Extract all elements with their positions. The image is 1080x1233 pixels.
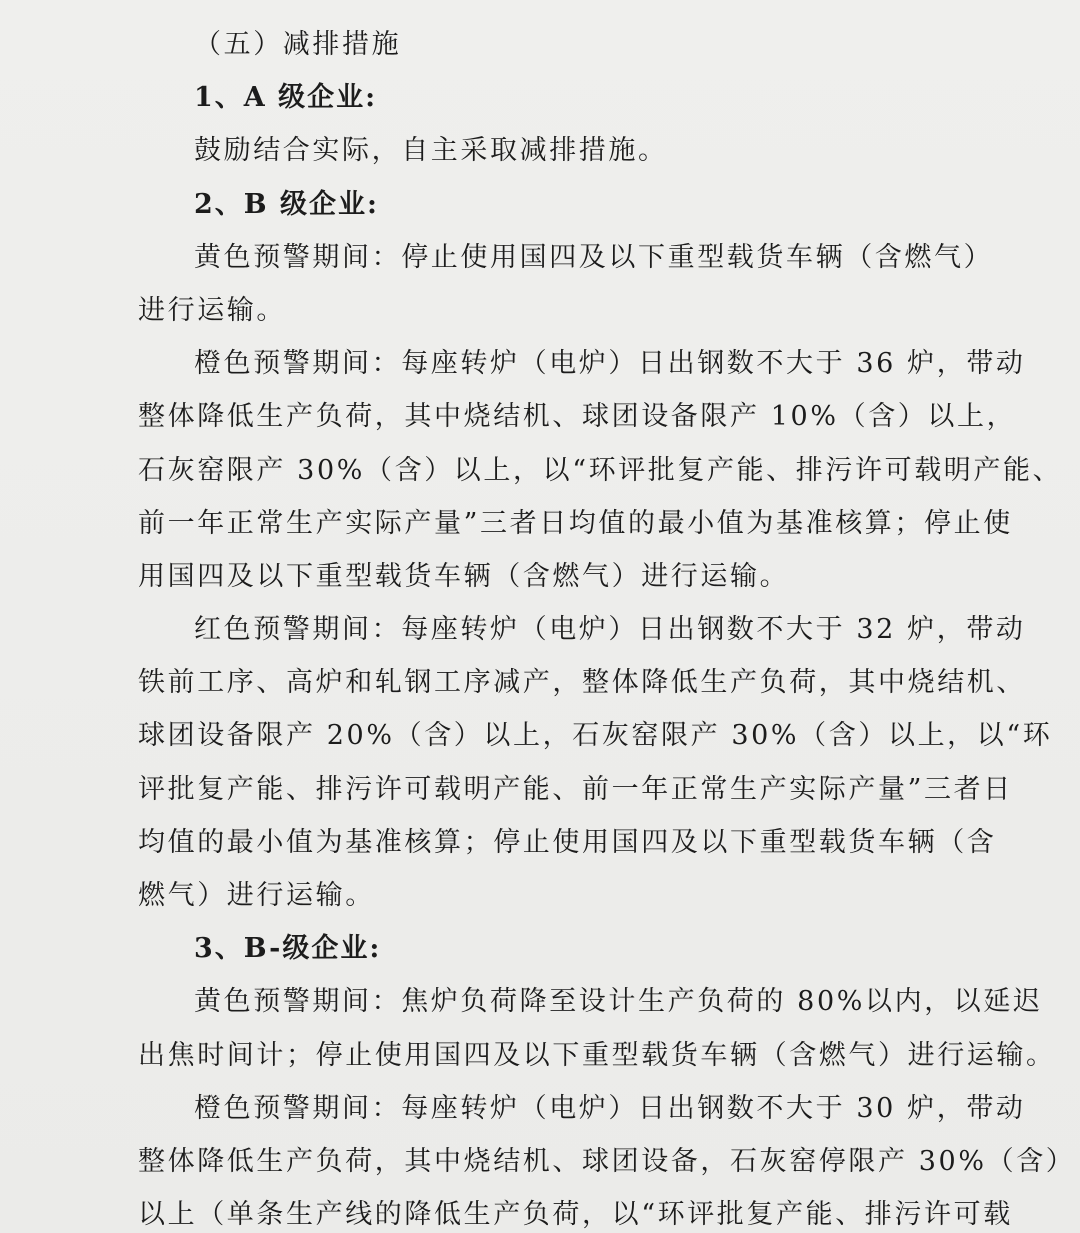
b-minus-yellow-line-2: 出焦时间计；停止使用国四及以下重型载货车辆（含燃气）进行运输。 xyxy=(138,1039,1056,1071)
b-minus-orange-line-1: 橙色预警期间：每座转炉（电炉）日出钢数不大于 30 炉，带动 xyxy=(194,1092,1026,1124)
b-red-line-5: 均值的最小值为基准核算；停止使用国四及以下重型载货车辆（含 xyxy=(138,826,997,858)
b-orange-line-2: 整体降低生产负荷，其中烧结机、球团设备限产 10%（含）以上， xyxy=(138,401,1017,433)
b-orange-line-4: 前一年正常生产实际产量”三者日均值的最小值为基准核算；停止使 xyxy=(138,507,1013,539)
b-orange-line-3: 石灰窑限产 30%（含）以上，以“环评批复产能、排污许可载明产能、 xyxy=(138,454,1063,486)
b-red-line-4: 评批复产能、排污许可载明产能、前一年正常生产实际产量”三者日 xyxy=(138,773,1013,805)
b-level-heading: 2、B 级企业: xyxy=(194,188,379,220)
a-level-text: 鼓励结合实际，自主采取减排措施。 xyxy=(194,135,668,167)
b-red-line-2: 铁前工序、高炉和轧钢工序减产，整体降低生产负荷，其中烧结机、 xyxy=(138,667,1026,699)
section-title: （五）减排措施 xyxy=(194,29,402,60)
b-yellow-line-1: 黄色预警期间：停止使用国四及以下重型载货车辆（含燃气） xyxy=(194,241,994,273)
b-red-line-1: 红色预警期间：每座转炉（电炉）日出钢数不大于 32 炉，带动 xyxy=(194,614,1026,646)
b-minus-yellow-line-1: 黄色预警期间：焦炉负荷降至设计生产负荷的 80%以内，以延迟 xyxy=(194,986,1043,1018)
b-red-line-3: 球团设备限产 20%（含）以上，石灰窑限产 30%（含）以上，以“环 xyxy=(138,720,1053,752)
b-orange-line-1: 橙色预警期间：每座转炉（电炉）日出钢数不大于 36 炉，带动 xyxy=(194,348,1026,380)
b-orange-line-5: 用国四及以下重型载货车辆（含燃气）进行运输。 xyxy=(138,560,790,592)
b-minus-level-heading: 3、B-级企业: xyxy=(194,933,382,965)
b-yellow-line-2: 进行运输。 xyxy=(138,294,286,326)
b-red-line-6: 燃气）进行运输。 xyxy=(138,880,375,911)
a-level-heading: 1、A 级企业: xyxy=(194,82,378,114)
b-minus-orange-line-2: 整体降低生产负荷，其中烧结机、球团设备，石灰窑停限产 30%（含） xyxy=(138,1145,1076,1177)
b-minus-orange-line-3: 以上（单条生产线的降低生产负荷，以“环评批复产能、排污许可载 xyxy=(138,1199,1013,1231)
